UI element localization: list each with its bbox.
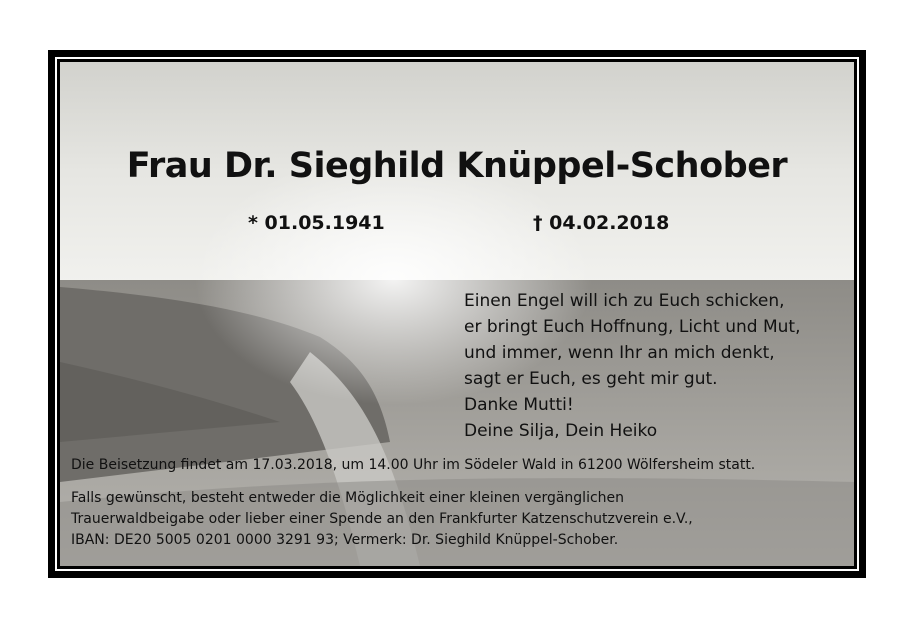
family-signoff	[464, 392, 657, 444]
donation-line: Falls gewünscht, besteht entweder die Möglichkeit einer kleinen vergänglichen	[71, 490, 625, 506]
signoff-line: Danke Mutti!	[464, 395, 574, 415]
poem-line: und immer, wenn Ihr an mich denkt,	[464, 343, 775, 363]
notice-content	[60, 62, 854, 566]
deceased-name: Frau Dr. Sieghild Knüppel-Schober	[126, 146, 788, 186]
donation-line: IBAN: DE20 5005 0201 0000 3291 93; Vermerk: Dr. Sieghild Knüppel-Schober.	[71, 532, 619, 548]
signoff-line: Deine Silja, Dein Heiko	[464, 421, 658, 441]
death-date: † 04.02.2018	[533, 212, 670, 234]
memorial-poem	[464, 288, 801, 392]
donation-line: Trauerwaldbeigabe oder lieber einer Spende an den Frankfurter Katzenschutzverein e.V.,	[71, 511, 693, 527]
burial-info: Die Beisetzung findet am 17.03.2018, um 14.00 Uhr im Södeler Wald in 61200 Wölfersheim statt.	[71, 457, 756, 473]
birth-date: * 01.05.1941	[248, 212, 385, 234]
poem-line: Einen Engel will ich zu Euch schicken,	[464, 291, 785, 311]
donation-info	[71, 488, 693, 551]
poem-line: sagt er Euch, es geht mir gut.	[464, 369, 718, 389]
poem-line: er bringt Euch Hoffnung, Licht und Mut,	[464, 317, 801, 337]
